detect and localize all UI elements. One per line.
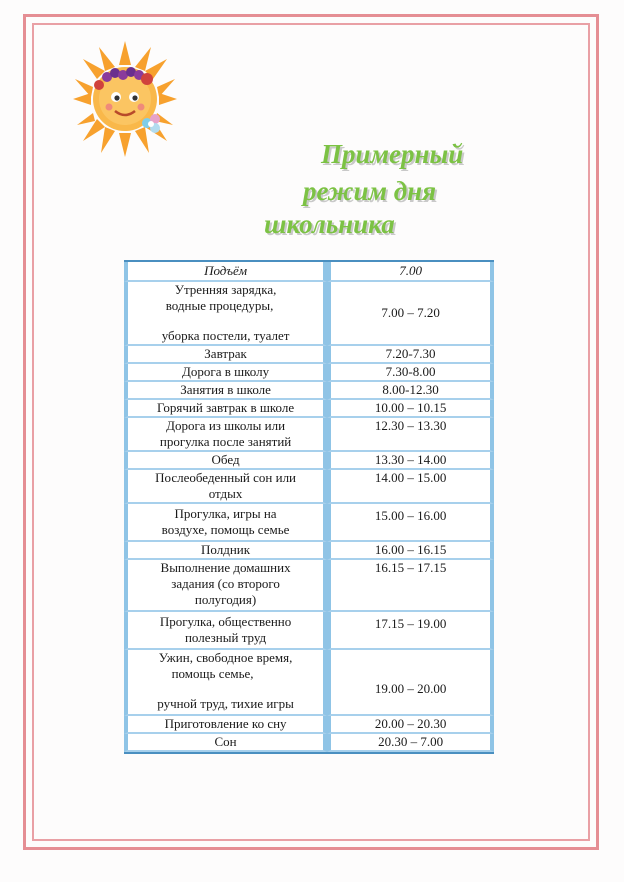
table-row — [124, 346, 494, 364]
time-cell: 14.00 – 15.00 — [327, 470, 494, 504]
activity-cell: Дорога в школу — [124, 364, 327, 382]
activity-cell: Полдник — [124, 542, 327, 560]
table-header-row — [124, 262, 494, 282]
schedule-table — [124, 260, 494, 754]
activity-cell — [124, 470, 327, 504]
activity-cell — [124, 612, 327, 650]
table-row — [124, 452, 494, 470]
activity-cell: Обед — [124, 452, 327, 470]
table-row — [124, 418, 494, 452]
activity-line: Послеобеденный сон или — [155, 470, 297, 485]
time-cell: 7.30-8.00 — [327, 364, 494, 382]
time-cell: 17.15 – 19.00 — [327, 612, 494, 650]
table-row — [124, 382, 494, 400]
activity-cell: Приготовление ко сну — [124, 716, 327, 734]
activity-cell: Горячий завтрак в школе — [124, 400, 327, 418]
activity-line: воздухе, помощь семье — [161, 522, 290, 537]
activity-line: уборка постели, туалет — [161, 328, 290, 343]
activity-line: задания (со второго — [171, 576, 280, 591]
title-line-1: Примерный — [321, 139, 464, 169]
time-cell: 7.00 – 7.20 — [327, 282, 494, 346]
activity-line: Утренняя зарядка, — [174, 282, 277, 297]
table-row — [124, 716, 494, 734]
activity-line: ручной труд, тихие игры — [157, 696, 294, 711]
activity-cell — [124, 282, 327, 346]
table-row — [124, 470, 494, 504]
time-cell: 16.15 – 17.15 — [327, 560, 494, 612]
activity-line: Ужин, свободное время, — [158, 650, 293, 665]
activity-line: Дорога из школы или — [166, 418, 286, 433]
activity-line: полугодия) — [194, 592, 257, 607]
activity-line: Прогулка, игры на — [174, 506, 277, 521]
header-time: 7.00 — [327, 262, 494, 282]
table-row — [124, 364, 494, 382]
table-row — [124, 400, 494, 418]
activity-line: полезный труд — [184, 630, 267, 645]
activity-cell: Сон — [124, 734, 327, 752]
table-row — [124, 612, 494, 650]
activity-cell — [124, 560, 327, 612]
activity-line: водные процедуры, — [165, 298, 274, 313]
title-line-3: школьника — [264, 209, 395, 239]
time-cell: 20.00 – 20.30 — [327, 716, 494, 734]
time-cell: 16.00 – 16.15 — [327, 542, 494, 560]
time-cell: 20.30 – 7.00 — [327, 734, 494, 752]
table-row — [124, 734, 494, 752]
activity-cell — [124, 418, 327, 452]
table-row — [124, 542, 494, 560]
activity-cell: Завтрак — [124, 346, 327, 364]
time-cell: 8.00-12.30 — [327, 382, 494, 400]
activity-cell — [124, 504, 327, 542]
table-row — [124, 650, 494, 716]
activity-line: прогулка после занятий — [159, 434, 292, 449]
time-cell: 10.00 – 10.15 — [327, 400, 494, 418]
time-cell: 15.00 – 16.00 — [327, 504, 494, 542]
sun-icon — [72, 38, 178, 160]
title-line-2: режим дня — [303, 176, 437, 206]
table-row — [124, 560, 494, 612]
header-activity: Подъём — [124, 262, 327, 282]
table-row — [124, 282, 494, 346]
time-cell: 19.00 – 20.00 — [327, 650, 494, 716]
time-cell: 12.30 – 13.30 — [327, 418, 494, 452]
activity-line: Прогулка, общественно — [159, 614, 292, 629]
activity-cell — [124, 650, 327, 716]
time-cell: 7.20-7.30 — [327, 346, 494, 364]
activity-line: отдых — [208, 486, 243, 501]
activity-line: помощь семье, — [171, 666, 254, 681]
table-row — [124, 504, 494, 542]
activity-cell: Занятия в школе — [124, 382, 327, 400]
time-cell: 13.30 – 14.00 — [327, 452, 494, 470]
activity-line: Выполнение домашних — [160, 560, 291, 575]
